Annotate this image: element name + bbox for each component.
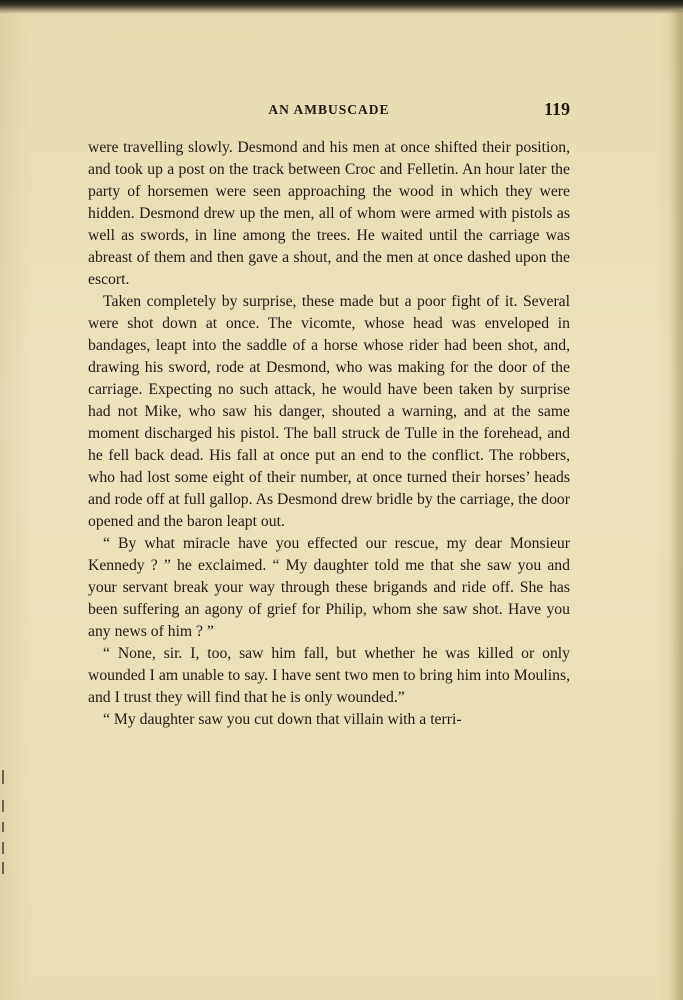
- paragraph: “ By what miracle have you effected our rescue, my dear Monsieur Kennedy ? ” he exclaimed. “ My daughter told me that she saw you and your servant break your way through these brigands and ride off. She has been suffering an agony of grief for Philip, whom she saw shot. Have you any news of him ? ”: [88, 535, 570, 640]
- paragraph: “ None, sir. I, too, saw him fall, but whether he was killed or only wounded I am unable to say. I have sent two men to bring him into Moulins, and I trust they will find that he is only wounded.”: [88, 645, 570, 706]
- margin-mark: [2, 822, 4, 832]
- margin-mark: [2, 800, 4, 812]
- margin-marks: [0, 770, 10, 880]
- paragraph: were travelling slowly. Desmond and his men at once shifted their position, and took up a post on the track between Croc and Felletin. An hour later the party of horsemen were seen approaching the wood in which they were hidden. Desmond drew up the men, all of whom were armed with pistols as well as swords, in line among the trees. He waited until the carriage was abreast of them and then gave a shout, and the men at once dashed upon the escort.: [88, 139, 570, 288]
- margin-mark: [2, 842, 4, 854]
- body-text: [88, 137, 570, 731]
- paragraph: “ My daughter saw you cut down that villain with a terri-: [103, 711, 462, 728]
- chapter-title: AN AMBUSCADE: [268, 102, 390, 117]
- page-top-edge: [0, 0, 683, 14]
- margin-mark: [2, 862, 4, 874]
- margin-mark: [2, 770, 4, 784]
- page-right-edge: [669, 10, 683, 1000]
- paragraph: Taken completely by surprise, these made but a poor fight of it. Several were shot down at once. The vicomte, whose head was enveloped in bandages, leapt into the saddle of a horse whose rider had been shot, and, drawing his sword, rode at Desmond, who was making for the door of the carriage. Expecting no such attack, he would have been taken by surprise had not Mike, who saw his danger, shouted a warning, and at the same moment discharged his pistol. The ball struck de Tulle in the forehead, and he fell back dead. His fall at once put an end to the conflict. The robbers, who had lost some eight of their number, at once turned their horses’ heads and rode off at full gallop. As Desmond drew bridle by the carriage, the door opened and the baron leapt out.: [88, 293, 570, 530]
- running-head: [88, 99, 570, 122]
- page-number: 119: [543, 99, 570, 119]
